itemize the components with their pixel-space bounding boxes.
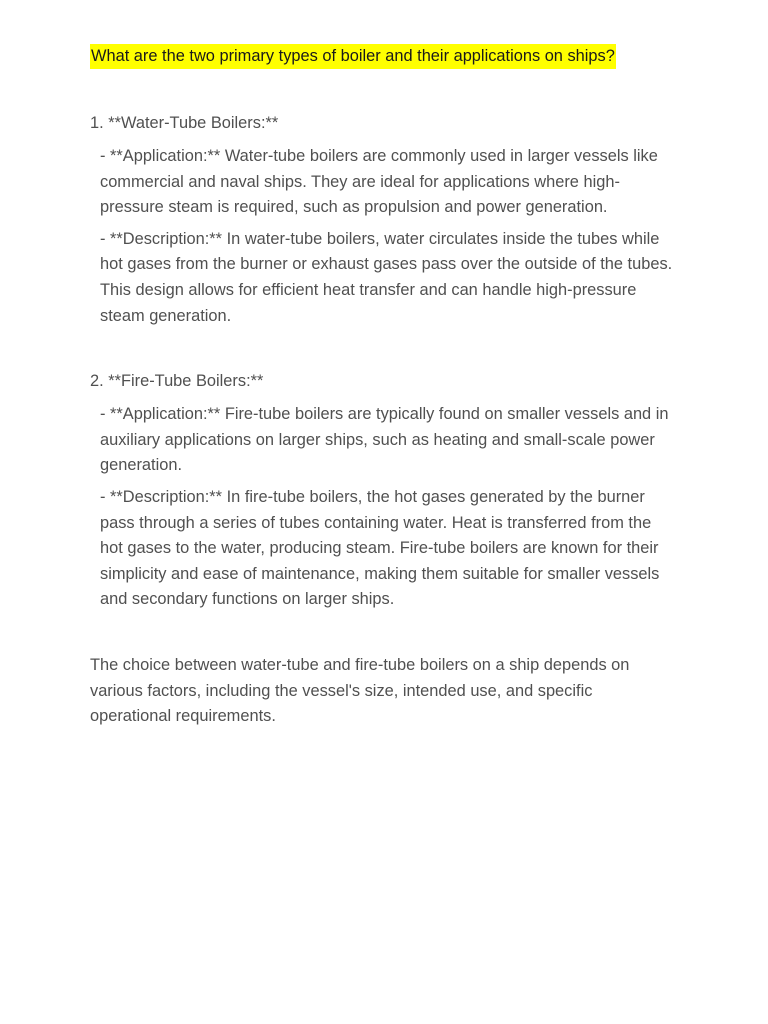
highlighted-question: What are the two primary types of boiler and their applications on ships?	[90, 44, 616, 69]
water-tube-application: - **Application:** Water-tube boilers are commonly used in larger vessels like commercial and naval ships. They are ideal for applications where high-pressure steam is required, such as propulsion and power generation.	[100, 147, 658, 217]
fire-tube-application: - **Application:** Fire-tube boilers are typically found on smaller vessels and in auxiliary applications on larger ships, such as heating and small-scale power generation.	[100, 405, 669, 475]
water-tube-description: - **Description:** In water-tube boilers, water circulates inside the tubes while hot gases from the burner or exhaust gases pass over the outside of the tubes. This design allows for efficient heat transfer and can handle high-pressure steam generation.	[100, 229, 673, 325]
question-block	[90, 44, 678, 69]
section-heading-water-tube: 1. **Water-Tube Boilers:**	[90, 114, 279, 132]
conclusion-paragraph: The choice between water-tube and fire-tube boilers on a ship depends on various factors, including the vessel's size, intended use, and specific operational requirements.	[90, 655, 630, 726]
section-heading-fire-tube: 2. **Fire-Tube Boilers:**	[90, 372, 264, 391]
fire-tube-description: - **Description:** In fire-tube boilers, the hot gases generated by the burner pass through a series of tubes containing water. Heat is transferred from the hot gases to the water, producing steam. Fire-tube boilers are known for their simplicity and ease of maintenance, making them suitable for smaller vessels and secondary functions on larger ships.	[100, 487, 660, 609]
